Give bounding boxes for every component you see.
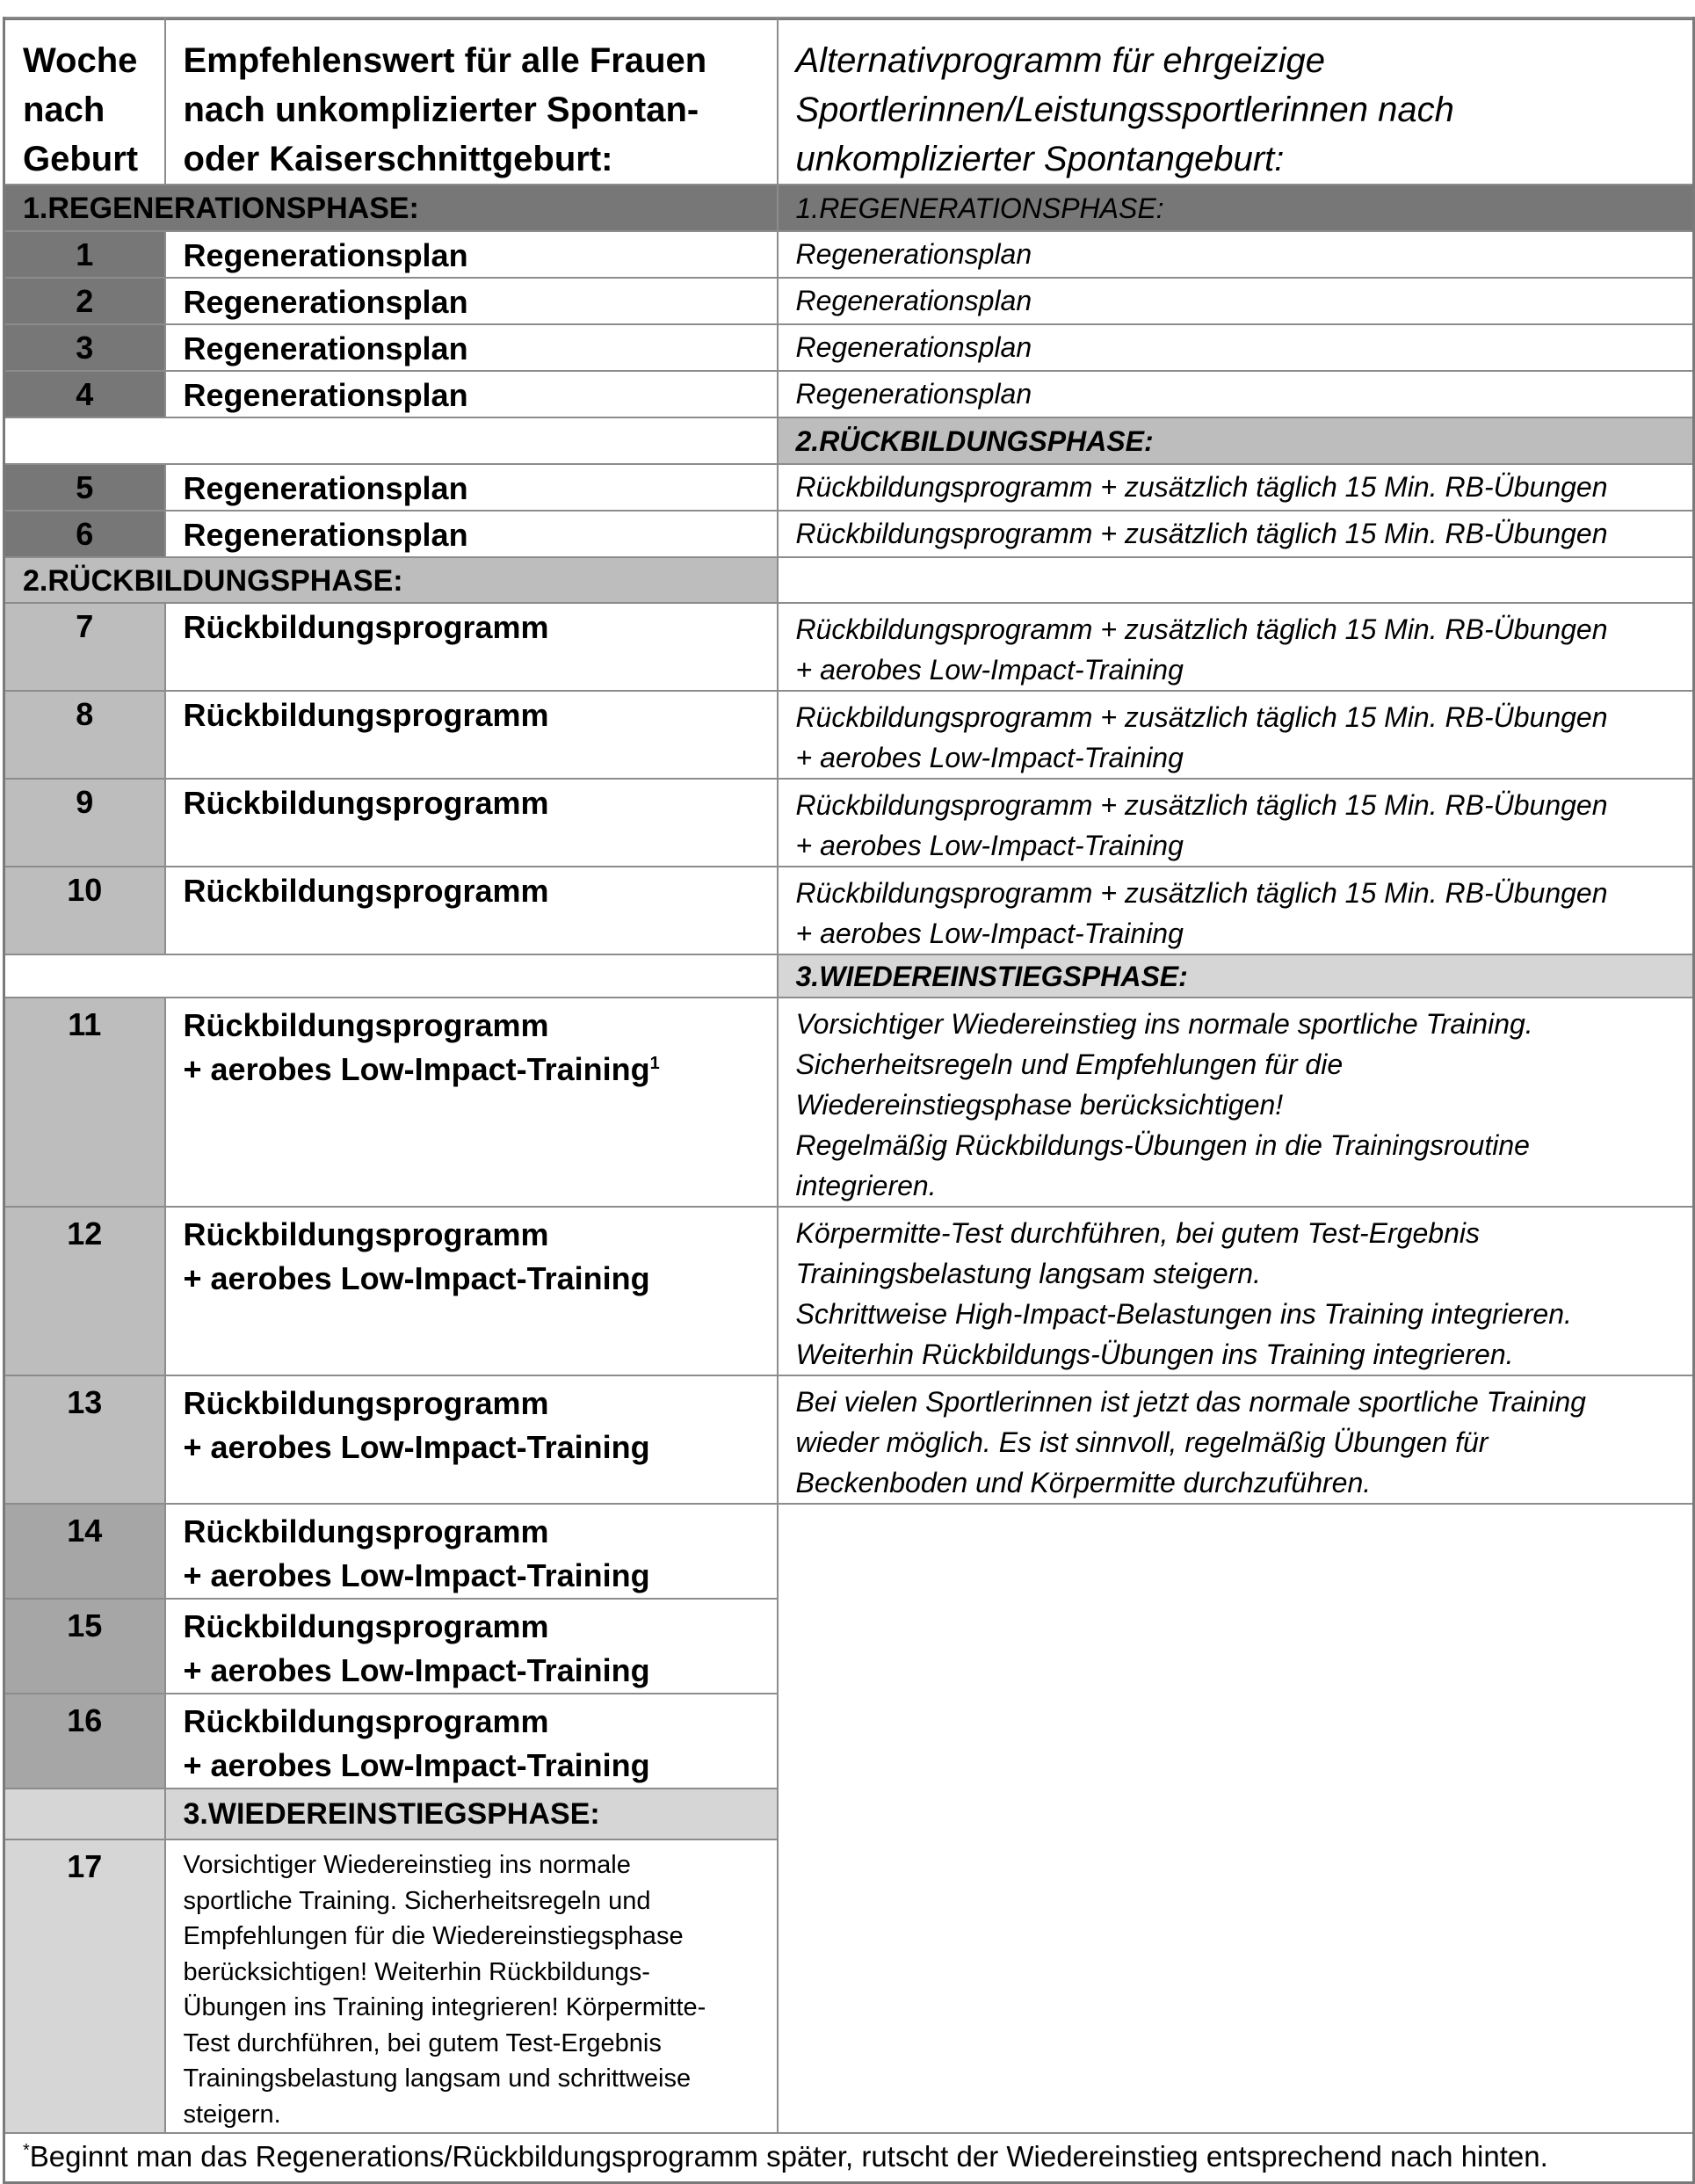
table-row bbox=[4, 603, 1694, 691]
standard-plan: Rückbildungsprogramm bbox=[183, 785, 549, 821]
phase-label: 1.REGENERATIONSPHASE: bbox=[23, 192, 419, 225]
alternative-plan bbox=[779, 604, 1693, 690]
footnote-star: * bbox=[23, 2141, 30, 2160]
footnote bbox=[5, 2134, 1692, 2176]
week-number: 6 bbox=[76, 516, 94, 552]
standard-plan bbox=[166, 1505, 777, 1598]
standard-line: + aerobes Low-Impact-Training bbox=[183, 1429, 650, 1465]
alternative-line: + aerobes Low-Impact-Training bbox=[795, 918, 1184, 949]
standard-plan bbox=[166, 1600, 777, 1693]
week-number: 12 bbox=[67, 1215, 103, 1252]
alternative-plan bbox=[779, 998, 1693, 1206]
standard-plan bbox=[166, 1840, 777, 2132]
alternative-plan bbox=[779, 867, 1693, 954]
header-week-cell bbox=[4, 18, 165, 185]
table-row bbox=[4, 998, 1694, 1207]
phase-label: 3.WIEDEREINSTIEGSPHASE: bbox=[795, 961, 1188, 992]
week-number: 5 bbox=[76, 469, 94, 505]
empty-cell bbox=[4, 954, 778, 998]
standard-line: Übungen ins Training integrieren! Körpermitte- bbox=[183, 1993, 706, 2021]
standard-line: + aerobes Low-Impact-Training$^1$ bbox=[183, 1051, 660, 1087]
phase-label: 2.RÜCKBILDUNGSPHASE: bbox=[795, 425, 1154, 457]
alternative-line: Weiterhin Rückbildungs-Übungen ins Training integrieren. bbox=[795, 1339, 1514, 1370]
alternative-plan: Rückbildungsprogramm + zusätzlich täglich 15 Min. RB-Übungen bbox=[795, 471, 1608, 503]
week-number: 7 bbox=[76, 608, 94, 644]
alternative-plan bbox=[779, 692, 1693, 778]
standard-line: berücksichtigen! Weiterhin Rückbildungs- bbox=[183, 1957, 650, 1986]
standard-line: Rückbildungsprogramm bbox=[183, 1703, 549, 1739]
week-number: 10 bbox=[67, 872, 103, 908]
table-row bbox=[4, 691, 1694, 779]
empty-cell bbox=[778, 1504, 1694, 2133]
header-standard: Empfehlenswert für alle Frauen nach unkomplizierter Spontan- oder Kaiserschnittgeburt: bbox=[183, 41, 707, 178]
week-number: 17 bbox=[67, 1848, 103, 1884]
table-row bbox=[4, 324, 1694, 371]
alternative-line: Bei vielen Sportlerinnen ist jetzt das normale sportliche Training bbox=[795, 1386, 1586, 1418]
phase-label: 1.REGENERATIONSPHASE: bbox=[795, 192, 1164, 224]
footer-row bbox=[4, 2133, 1694, 2182]
standard-line: Rückbildungsprogramm bbox=[183, 1608, 549, 1644]
table-row bbox=[4, 231, 1694, 278]
alternative-line: integrieren. bbox=[795, 1170, 937, 1201]
header-week: Woche nach Geburt bbox=[23, 41, 139, 178]
table-row bbox=[4, 1504, 1694, 1599]
table-row bbox=[4, 371, 1694, 417]
standard-plan: Regenerationsplan bbox=[183, 517, 468, 553]
alternative-line: Rückbildungsprogramm + zusätzlich täglich 15 Min. RB-Übungen bbox=[795, 789, 1608, 821]
alternative-plan: Regenerationsplan bbox=[795, 238, 1032, 270]
week-number: 8 bbox=[76, 696, 94, 732]
standard-plan: Regenerationsplan bbox=[183, 377, 468, 413]
phase-label-cell bbox=[165, 1789, 778, 1839]
footer-cell bbox=[4, 2133, 1694, 2182]
alternative-line: Trainingsbelastung langsam steigern. bbox=[795, 1258, 1261, 1289]
table-row bbox=[4, 464, 1694, 511]
standard-plan bbox=[166, 998, 777, 1092]
table-row bbox=[4, 511, 1694, 557]
alternative-line: Wiedereinstiegsphase berücksichtigen! bbox=[795, 1089, 1284, 1121]
table-row bbox=[4, 779, 1694, 867]
standard-plan: Rückbildungsprogramm bbox=[183, 609, 549, 645]
phase-label-cell bbox=[778, 185, 1694, 231]
training-plan-sheet bbox=[3, 0, 1692, 2173]
alternative-line: Schrittweise High-Impact-Belastungen ins Training integrieren. bbox=[795, 1298, 1572, 1330]
header-alternative-cell bbox=[778, 18, 1694, 185]
empty-cell bbox=[4, 417, 778, 464]
standard-line: Empfehlungen für die Wiedereinstiegsphase bbox=[183, 1922, 684, 1950]
phase-row bbox=[4, 954, 1694, 998]
week-number: 14 bbox=[67, 1513, 103, 1549]
standard-line: Rückbildungsprogramm bbox=[183, 1007, 549, 1043]
week-number: 9 bbox=[76, 784, 94, 820]
alternative-line: Rückbildungsprogramm + zusätzlich täglich 15 Min. RB-Übungen bbox=[795, 877, 1608, 909]
week-number: 3 bbox=[76, 330, 94, 366]
standard-line: Vorsichtiger Wiedereinstieg ins normale bbox=[183, 1851, 631, 1879]
phase-label-cell bbox=[4, 185, 778, 231]
alternative-line: Rückbildungsprogramm + zusätzlich täglich 15 Min. RB-Übungen bbox=[795, 701, 1608, 733]
header-alternative: Alternativprogramm für ehrgeizige Sportlerinnen/Leistungssportlerinnen nach unkomplizierter Spontangeburt: bbox=[795, 41, 1454, 178]
table-row bbox=[4, 278, 1694, 324]
alternative-line: + aerobes Low-Impact-Training bbox=[795, 654, 1184, 686]
week-number: 4 bbox=[76, 376, 94, 412]
header-standard-cell bbox=[165, 18, 778, 185]
table-row bbox=[4, 867, 1694, 954]
standard-plan: Rückbildungsprogramm bbox=[183, 873, 549, 909]
week-number: 2 bbox=[76, 283, 94, 319]
phase-row bbox=[4, 185, 1694, 231]
training-plan-table bbox=[3, 17, 1695, 2184]
alternative-plan bbox=[779, 1376, 1693, 1503]
alternative-line: Körpermitte-Test durchführen, bei gutem Test-Ergebnis bbox=[795, 1217, 1480, 1249]
alternative-line: + aerobes Low-Impact-Training bbox=[795, 830, 1184, 861]
table-row bbox=[4, 1207, 1694, 1375]
alternative-line: Vorsichtiger Wiedereinstieg ins normale sportliche Training. bbox=[795, 1008, 1533, 1040]
standard-plan bbox=[166, 1376, 777, 1469]
alternative-plan: Regenerationsplan bbox=[795, 331, 1032, 363]
alternative-plan: Regenerationsplan bbox=[795, 285, 1032, 316]
footnote-marker: 1 bbox=[649, 1054, 660, 1073]
standard-plan bbox=[166, 1694, 777, 1788]
standard-line: Rückbildungsprogramm bbox=[183, 1385, 549, 1421]
phase-label-cell bbox=[778, 954, 1694, 998]
table-header-row bbox=[4, 18, 1694, 185]
week-number: 11 bbox=[68, 1006, 102, 1042]
alternative-line: + aerobes Low-Impact-Training bbox=[795, 742, 1184, 773]
footnote-text: Beginnt man das Regenerations/Rückbildungsprogramm später, rutscht der Wiedereinstieg entsprechend nach hinten. bbox=[29, 2140, 1548, 2173]
standard-line: + aerobes Low-Impact-Training bbox=[183, 1557, 650, 1593]
alternative-plan bbox=[779, 1208, 1693, 1375]
alternative-plan: Rückbildungsprogramm + zusätzlich täglich 15 Min. RB-Übungen bbox=[795, 518, 1608, 549]
alternative-line: wieder möglich. Es ist sinnvoll, regelmäßig Übungen für bbox=[795, 1426, 1489, 1458]
standard-plan: Rückbildungsprogramm bbox=[183, 697, 549, 733]
phase-label-cell bbox=[778, 417, 1694, 464]
week-number: 13 bbox=[67, 1384, 103, 1420]
week-number: 1 bbox=[76, 236, 94, 272]
alternative-line: Beckenboden und Körpermitte durchzuführen. bbox=[795, 1467, 1372, 1498]
standard-plan: Regenerationsplan bbox=[183, 330, 468, 366]
phase-label: 3.WIEDEREINSTIEGSPHASE: bbox=[183, 1797, 600, 1831]
week-number: 15 bbox=[67, 1607, 103, 1643]
alternative-plan: Regenerationsplan bbox=[795, 378, 1032, 410]
standard-line: Trainingsbelastung langsam und schrittweise bbox=[183, 2064, 692, 2093]
alternative-line: Regelmäßig Rückbildungs-Übungen in die Trainingsroutine bbox=[795, 1129, 1530, 1161]
alternative-line: Rückbildungsprogramm + zusätzlich täglich 15 Min. RB-Übungen bbox=[795, 613, 1608, 645]
phase-label: 2.RÜCKBILDUNGSPHASE: bbox=[23, 564, 403, 598]
empty-cell bbox=[778, 557, 1694, 603]
empty-cell bbox=[4, 1789, 165, 1839]
standard-plan: Regenerationsplan bbox=[183, 237, 468, 273]
table-row bbox=[4, 1375, 1694, 1504]
standard-line: + aerobes Low-Impact-Training bbox=[183, 1747, 650, 1783]
week-number: 16 bbox=[67, 1702, 103, 1738]
standard-line: steigern. bbox=[183, 2100, 281, 2129]
standard-line: + aerobes Low-Impact-Training bbox=[183, 1260, 650, 1296]
phase-row bbox=[4, 417, 1694, 464]
phase-row bbox=[4, 557, 1694, 603]
standard-line: + aerobes Low-Impact-Training bbox=[183, 1652, 650, 1688]
phase-label-cell bbox=[4, 557, 778, 603]
standard-line: sportliche Training. Sicherheitsregeln und bbox=[183, 1886, 651, 1915]
alternative-line: Sicherheitsregeln und Empfehlungen für die bbox=[795, 1048, 1344, 1080]
alternative-plan bbox=[779, 780, 1693, 866]
standard-plan: Regenerationsplan bbox=[183, 284, 468, 320]
standard-plan bbox=[166, 1208, 777, 1301]
standard-plan: Regenerationsplan bbox=[183, 470, 468, 506]
standard-line: Test durchführen, bei gutem Test-Ergebnis bbox=[183, 2028, 662, 2057]
standard-line: Rückbildungsprogramm bbox=[183, 1216, 549, 1252]
standard-line: Rückbildungsprogramm bbox=[183, 1513, 549, 1549]
